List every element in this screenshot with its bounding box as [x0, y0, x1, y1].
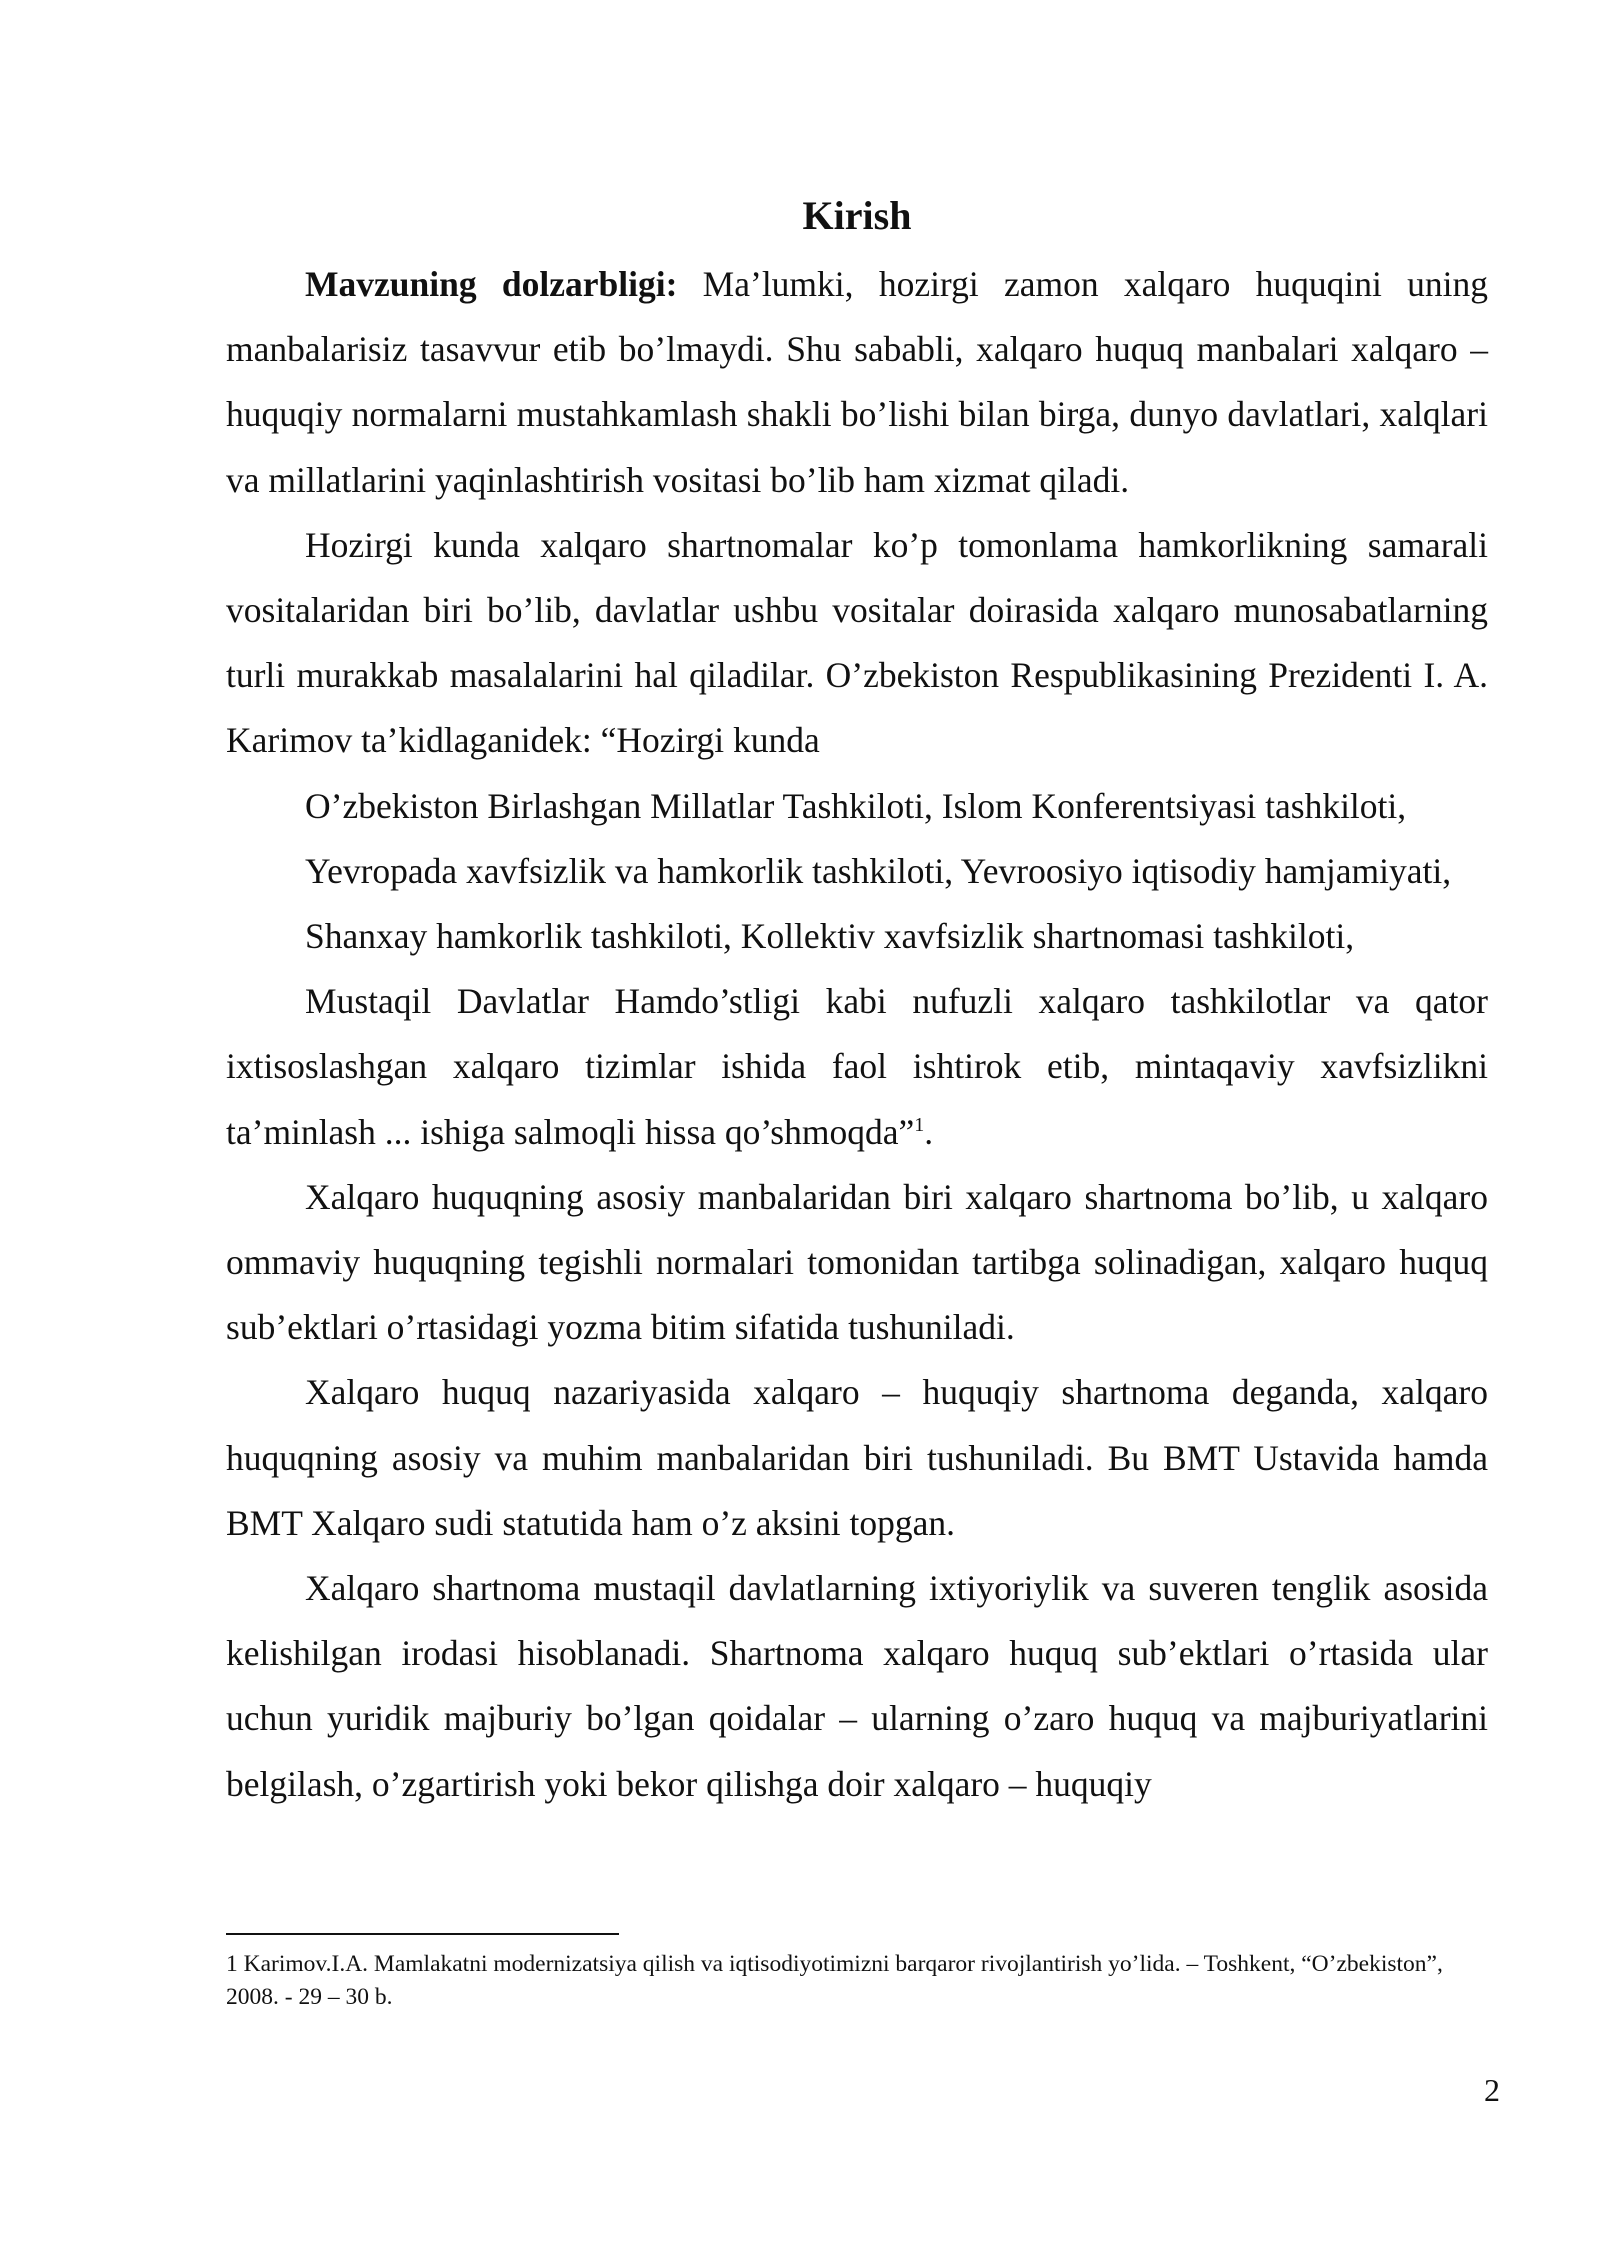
page-body — [226, 188, 1488, 1817]
footnote-text: 1 Karimov.I.A. Mamlakatni modernizatsiya qilish va iqtisodiyotimizni barqaror rivojlantirish yo’lida. – Toshkent, “O’zbekiston”, 2008. - 29 – 30 b. — [226, 1951, 1443, 2010]
footnote-reference[interactable]: 1 — [914, 1113, 925, 1136]
paragraph — [226, 904, 1488, 969]
paragraph-text: Hozirgi kunda xalqaro shartnomalar ko’p tomonlama hamkorlikning samarali vositalaridan biri bo’lib, davlatlar ushbu vositalar doirasida xalqaro munosabatlarning turli murakkab masalalarini hal qiladilar. O’zbekiston Respublikasining Prezidenti I. A. Karimov ta’kidlaganidek: “Hozirgi kunda — [226, 524, 1488, 761]
paragraph-text: Shanxay hamkorlik tashkiloti, Kollektiv xavfsizlik shartnomasi tashkiloti, — [305, 916, 1355, 957]
paragraph-text: Xalqaro huquq nazariyasida xalqaro – huquqiy shartnoma deganda, xalqaro huquqning asosiy va muhim manbalaridan biri tushuniladi. Bu BMT Ustavida hamda BMT Xalqaro sudi statutida ham o’z aksini topgan. — [226, 1372, 1488, 1543]
paragraph — [226, 839, 1488, 904]
paragraph-relevance — [226, 252, 1488, 513]
paragraph-text: Xalqaro shartnoma mustaqil davlatlarning ixtiyoriylik va suveren tenglik asosida kelishilgan irodasi hisoblanadi. Shartnoma xalqaro huquq sub’ektlari o’rtasida ular uchun yuridik majburiy bo’lgan qoidalar – ularning o’zaro huquq va majburiyatlarini belgilash, o’zgartirish yoki bekor qilishga doir xalqaro – huquqiy — [226, 1568, 1488, 1804]
paragraph-text: Xalqaro huquqning asosiy manbalaridan biri xalqaro shartnoma bo’lib, u xalqaro ommaviy huquqning tegishli normalari tomonidan tartibga solinadigan, xalqaro huquq sub’ektlari o’rtasidagi yozma bitim sifatida tushuniladi. — [226, 1176, 1488, 1348]
paragraph-text: Ma’lumki, hozirgi zamon xalqaro huquqini uning manbalarisiz tasavvur etib bo’lmaydi. Shu sababli, xalqaro huquq manbalari xalqaro – huquqiy normalarni mustahkamlash shakli bo’lishi bilan birga, dunyo davlatlari, xalqlari va millatlarini yaqinlashtirish vositasi bo’lib ham xizmat qiladi. — [226, 264, 1488, 500]
paragraph — [226, 774, 1488, 839]
paragraph — [226, 1360, 1488, 1556]
section-title: Kirish — [802, 193, 912, 238]
paragraph-text: Mustaqil Davlatlar Hamdo’stligi kabi nufuzli xalqaro tashkilotlar va qator ixtisoslashgan xalqaro tizimlar ishida faol ishtirok etib, mintaqaviy xavfsizlikni ta’minlash ... ishiga salmoqli hissa qo’shmoqda” — [226, 981, 1488, 1152]
page-number: 2 — [1484, 2072, 1500, 2108]
paragraph — [226, 1556, 1488, 1817]
paragraph-text: O’zbekiston Birlashgan Millatlar Tashkiloti, Islom Konferentsiyasi tashkiloti, — [305, 785, 1407, 826]
paragraph-with-footnote — [226, 969, 1488, 1165]
footnote-divider — [226, 1933, 619, 1935]
paragraph-text: Yevropada xavfsizlik va hamkorlik tashkiloti, Yevroosiyo iqtisodiy hamjamiyati, — [305, 850, 1452, 891]
paragraph — [226, 513, 1488, 774]
paragraph — [226, 1165, 1488, 1361]
paragraph-text-end: . — [924, 1111, 934, 1152]
paragraph-lead: Mavzuning dolzarbligi: — [305, 264, 678, 304]
